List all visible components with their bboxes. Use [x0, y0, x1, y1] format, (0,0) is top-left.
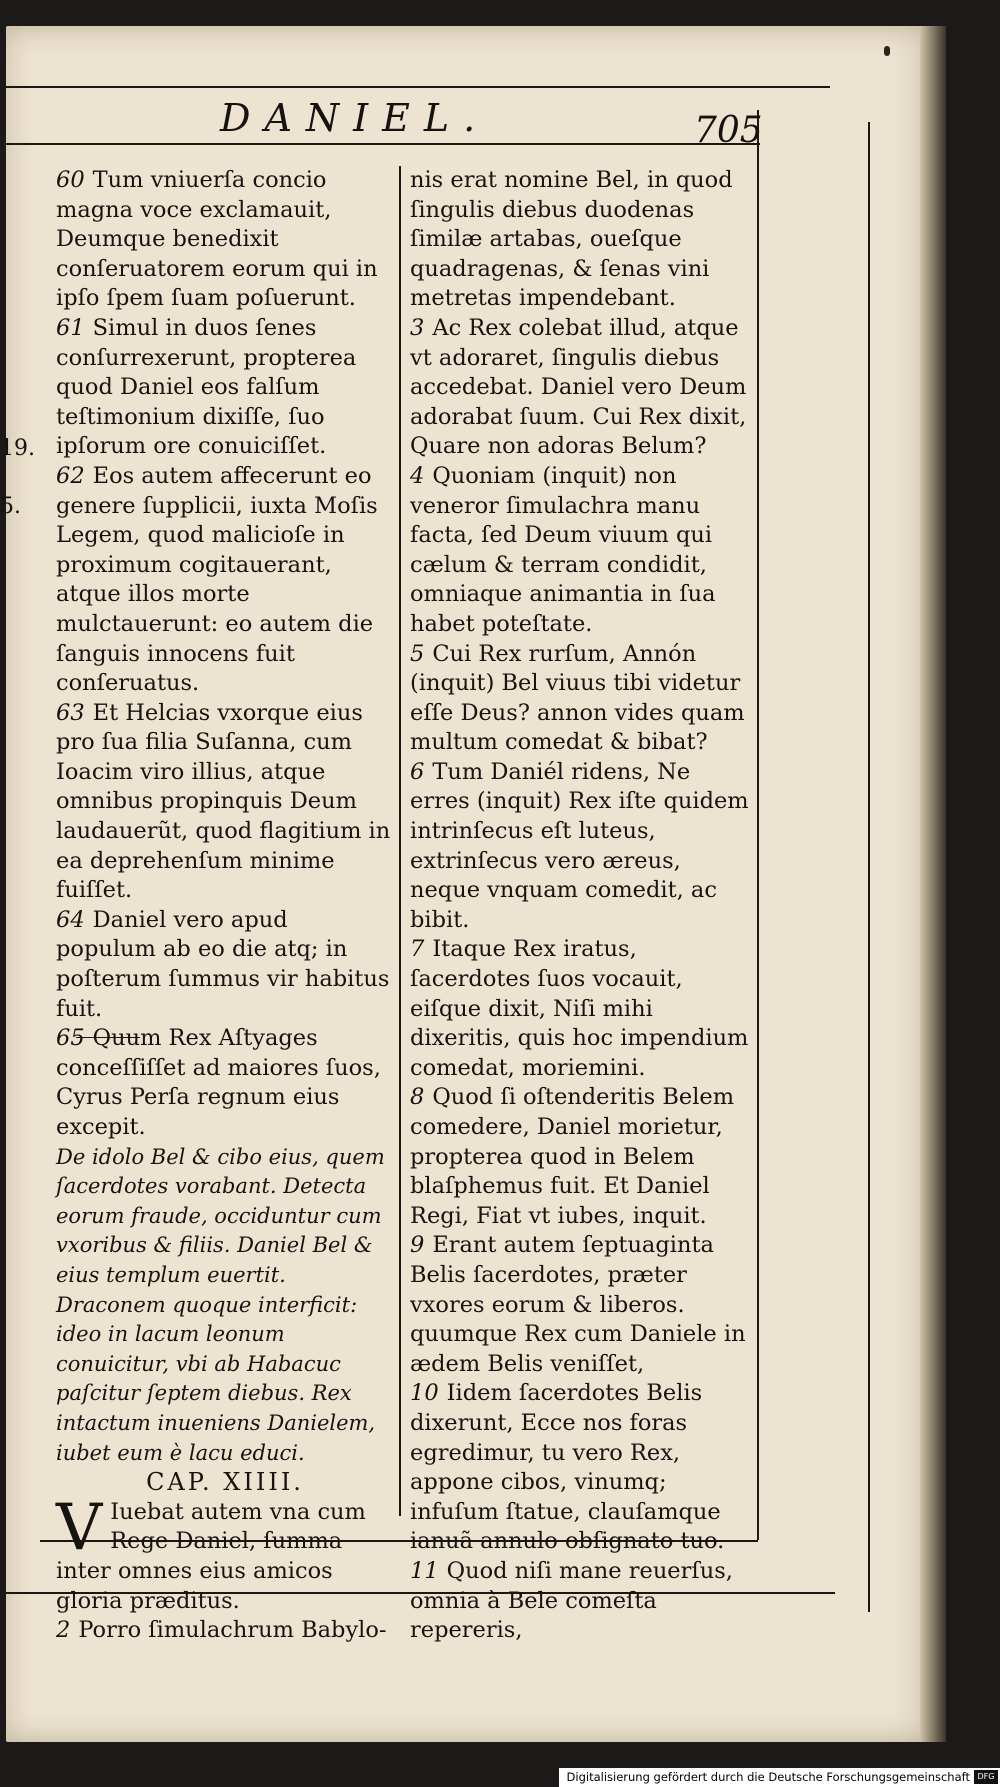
verse-text: Quod niſi mane reuerſus, omnia à Bele comeſta repereris,	[410, 1557, 733, 1644]
verse	[410, 1231, 750, 1379]
verse	[56, 462, 394, 699]
verse	[410, 1557, 750, 1646]
chapter-summary: De idolo Bel & cibo eius, quem ſacerdotes vorabant. Detecta eorum fraude, occiduntur cum vxoribus & filiis. Daniel Bel & eius templum euertit. Draconem quoque interficit: ideo in lacum leonum conuicitur, vbi ab Habacuc paſcitur ſeptem diebus. Rex intactum inueniens Danielem, iubet eum è lacu educi.	[56, 1144, 385, 1465]
verse	[410, 462, 750, 640]
verse-number: 8	[410, 1084, 425, 1111]
verse-number: 60	[56, 167, 85, 193]
margin-note: 5.	[0, 494, 21, 519]
verse-number: 6	[410, 758, 425, 785]
verse	[56, 906, 394, 1024]
verse	[410, 1083, 750, 1231]
verse-text: Iuebat autem vna cum Rege Daniel, ſumma inter omnes eius amicos gloria præditus.	[56, 1498, 366, 1614]
outer-margin-rule	[868, 122, 870, 1612]
right-border-rule	[757, 110, 759, 1540]
verse-text: Et Helcias vxorque eius pro ſua filia Suſanna, cum Ioacim viro illius, atque omnibus propinquis Deum laudauerũt, quod flagitium in ea deprehenſum minime fuiſſet.	[56, 699, 391, 904]
verse-text: Cui Rex rurſum, Annón (inquit) Bel viuus tibi videtur eſſe Deus? annon vides quam multum comedat & bibat?	[410, 640, 745, 756]
right-column	[410, 166, 750, 1646]
verse	[410, 640, 750, 758]
verse	[56, 1024, 394, 1142]
verse-number: 3	[410, 314, 425, 341]
verse-number: 10	[410, 1380, 439, 1407]
head-rule	[0, 143, 760, 145]
verse-number: 4	[410, 462, 425, 489]
margin-note: 19.	[0, 436, 35, 461]
verse-text: Porro ſimulachrum Babylo-	[78, 1617, 387, 1644]
verse-text: Tum Daniél ridens, Ne erres (inquit) Rex iſte quidem intrinſecus eſt luteus, extrinſecus vero æreus, neque vnquam comedit, ac bibit.	[410, 758, 749, 933]
verse	[56, 699, 394, 906]
verse-number: 5	[410, 640, 425, 667]
verse-number: 62	[56, 462, 85, 489]
page-number: 705	[694, 110, 763, 151]
verse-text: Eos autem affecerunt eo genere ſupplicii, iuxta Moſis Legem, quod malicioſe in proximum cogitauerant, atque illos morte mulctauerunt: eo autem die ſanguis innocens fuit conſeruatus.	[56, 462, 378, 697]
verse	[56, 1616, 394, 1646]
top-rule	[0, 86, 830, 88]
verse	[56, 166, 394, 314]
left-column	[56, 166, 394, 1646]
verse	[410, 758, 750, 936]
verse-text: Simul in duos ſenes conſurrexerunt, propterea quod Daniel eos falſum teſtimonium dixiſſe, ſuo ipſorum ore conuiciſſet.	[56, 314, 357, 460]
page-edge	[920, 26, 946, 1742]
verse-number: 65	[56, 1025, 85, 1052]
dfg-logo: DFG	[974, 1770, 998, 1784]
verse-number: 2	[56, 1617, 71, 1644]
verse-text: nis erat nomine Bel, in quod ſingulis diebus duodenas ſimilæ artabas, oueſque quadragenas, & ſenas vini metretas impendebant.	[410, 167, 733, 312]
verse-number: 7	[410, 936, 425, 963]
verse-text: Daniel vero apud populum ab eo die atq; in poſterum ſummus vir habitus fuit.	[56, 906, 390, 1022]
running-head: DANIEL.	[220, 96, 490, 140]
verse-number: 9	[410, 1232, 425, 1259]
verse	[56, 1490, 394, 1616]
verse-text: Itaque Rex iratus, ſacerdotes ſuos vocauit, eiſque dixit, Niſi mihi dixeritis, quis hoc impendium comedat, moriemini.	[410, 936, 749, 1081]
verse-text: Quoniam (inquit) non veneror ſimulachra manu facta, ſed Deum viuum qui cælum & terram condidit, omniaque animantia in ſua habet poteſtate.	[410, 462, 716, 637]
verse-text: Tum vniuerſa concio magna voce exclamauit, Deumque benedixit conſeruatorem eorum qui in ipſo ſpem ſuam poſuerunt.	[56, 167, 378, 312]
verse-number: 63	[56, 699, 85, 726]
drop-cap: V	[56, 1490, 103, 1565]
verse	[56, 314, 394, 462]
verse-text: Quum Rex Aſtyages conceſſiſſet ad maiores ſuos, Cyrus Perſa regnum eius excepit.	[56, 1025, 381, 1140]
digitization-credit: Digitalisierung gefördert durch die Deutsche Forschungsgemeinschaft	[559, 1768, 1000, 1787]
column-divider	[399, 166, 401, 1516]
verse-text: Iidem ſacerdotes Belis dixerunt, Ecce nos foras egredimur, tu vero Rex, appone cibos, vinumq; infuſum ſtatue, clauſamque ianuã annulo obſignato tuo.	[410, 1380, 725, 1555]
chapter-heading: CAP. XIIII.	[146, 1468, 304, 1497]
verse	[410, 314, 750, 462]
binding-mark	[884, 46, 890, 56]
verse-text: Erant autem ſeptuaginta Belis ſacerdotes, præter vxores eorum & liberos. quumque Rex cum Daniele in ædem Belis veniſſet,	[410, 1232, 746, 1377]
verse-text: Quod ſi oſtenderitis Belem comedere, Daniel morietur, propterea quod in Belem blaſphemus fuit. Et Daniel Regi, Fiat vt iubes, inquit.	[410, 1084, 735, 1229]
verse	[410, 1379, 750, 1557]
verse	[410, 166, 750, 314]
verse-text: Ac Rex colebat illud, atque vt adoraret, ſingulis diebus accedebat. Daniel vero Deum adorabat ſuum. Cui Rex dixit, Quare non adoras Belum?	[410, 314, 747, 460]
verse-number: 11	[410, 1557, 439, 1584]
verse	[410, 935, 750, 1083]
verse-number: 64	[56, 906, 85, 933]
verse-number: 61	[56, 314, 85, 341]
